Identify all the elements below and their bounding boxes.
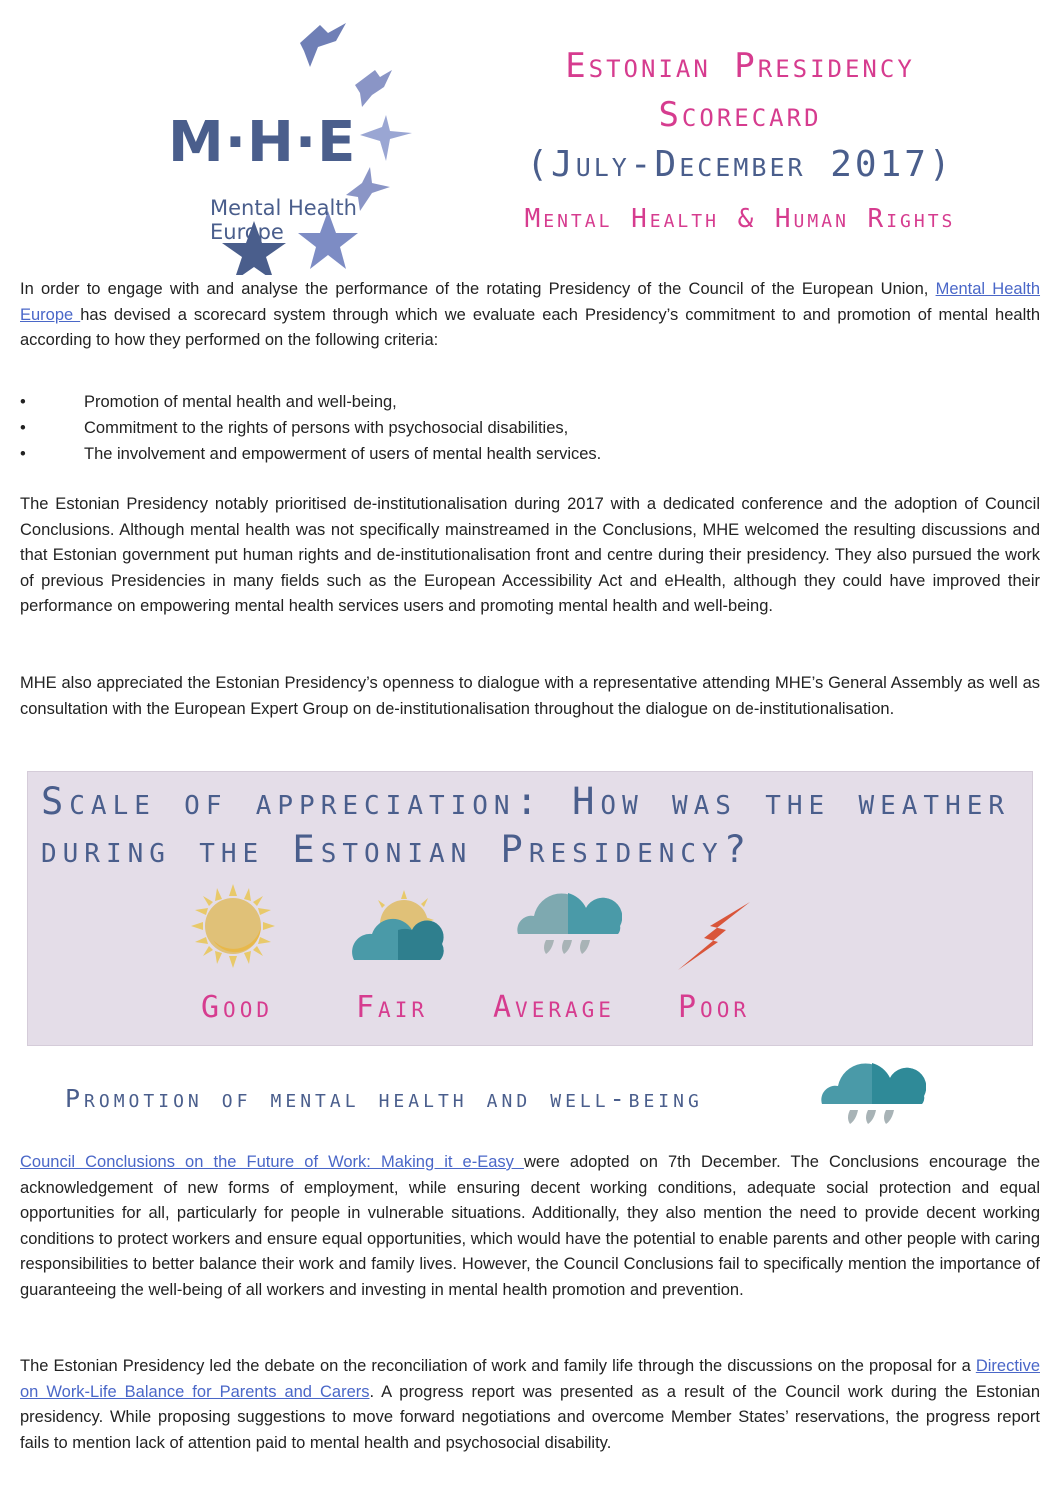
title-line-3: (July-December 2017) <box>526 144 954 185</box>
work-life-text-2: . A progress report was presented as a result of the Council work during the Estonian presidency. While proposing suggestions to move forward negotiations and overcome Member States’ reservations, the progress report fails to mention lack of attention paid to mental health and psychosocial disability. <box>20 1382 1040 1452</box>
page-subtitle: Mental Health & Human Rights <box>524 204 956 234</box>
bullet-icon: • <box>20 393 26 411</box>
page-title <box>430 42 1050 244</box>
scale-label-average: Average <box>493 990 615 1025</box>
scale-title: Scale of appreciation: How was the weather during the Estonian Presidency? <box>41 780 1011 871</box>
list-item: • The involvement and empowerment of users of mental health services. <box>20 441 1040 467</box>
title-line-1: Estonian Presidency <box>565 46 915 86</box>
future-of-work-paragraph <box>20 1150 1040 1303</box>
list-item: • Promotion of mental health and well-being, <box>20 389 1040 415</box>
section-heading-promotion: Promotion of mental health and well-being <box>65 1084 703 1113</box>
work-life-balance-paragraph <box>20 1354 1040 1456</box>
intro-paragraph <box>20 277 1040 354</box>
council-conclusions-link[interactable]: Council Conclusions on the Future of Work: Making it e-Easy <box>20 1153 524 1171</box>
scale-label-fair: Fair <box>356 990 428 1025</box>
logo-wordmark: M·H·E <box>168 110 357 175</box>
scale-label-poor: Poor <box>678 990 750 1025</box>
criteria-list <box>20 389 1040 467</box>
title-line-2: Scorecard <box>658 95 822 135</box>
dialogue-paragraph: MHE also appreciated the Estonian Presidency’s openness to dialogue with a representative attending MHE’s General Assembly as well as consultation with the European Expert Group on de-institutionalisation throughout the dialogue on de-institutionalisation. <box>20 674 1040 718</box>
future-of-work-text: were adopted on 7th December. The Conclusions encourage the acknowledgement of new forms of employment, while ensuring decent working conditions, adequate social protection and equal opportunities for all, particularly for people in vulnerable situations. Additionally, they also mention the need to provide decent working conditions to protect workers and ensure equal opportunities, which would have the potential to enable parents and other people with caring responsibilities to better balance their work and family lives. However, the Council Conclusions fail to specifically mention the importance of guaranteeing the well-being of all workers and investing in mental health promotion and prevention. <box>20 1153 1041 1299</box>
work-life-balance-directive-link[interactable]: Directive on Work-Life Balance for Parents and Carers <box>20 1357 1040 1401</box>
logo-subtitle: Mental Health Europe <box>210 196 357 244</box>
lightning-icon <box>676 900 752 972</box>
sun-cloud-icon <box>352 890 444 966</box>
rain-cloud-icon <box>516 890 622 956</box>
rain-cloud-icon <box>820 1060 926 1126</box>
list-item: • Commitment to the rights of persons with psychosocial disabilities, <box>20 415 1040 441</box>
intro-text-2: has devised a scorecard system through which we evaluate each Presidency’s commitment to and promotion of mental health according to how they performed on the following criteria: <box>20 305 1040 349</box>
mhe-logo <box>150 15 430 275</box>
scale-label-good: Good <box>201 990 273 1025</box>
sun-icon <box>191 884 275 968</box>
summary-paragraph: The Estonian Presidency notably prioritised de-institutionalisation during 2017 with a dedicated conference and the adoption of Council Conclusions. Although mental health was not specifically mainstreamed in the Conclusions, MHE welcomed the resulting discussions and that Estonian government put human rights and de-institutionalisation front and centre during their presidency. They also pursued the work of previous Presidencies in many fields such as the European Accessibility Act and eHealth, although they could have improved their performance on empowering mental health services users and promoting mental health and well-being. <box>20 495 1040 615</box>
bullet-icon: • <box>20 445 26 463</box>
bullet-icon: • <box>20 419 26 437</box>
intro-text-1: In order to engage with and analyse the performance of the rotating Presidency of the Council of the European Union, <box>20 280 936 298</box>
scale-of-appreciation-panel <box>27 771 1033 1046</box>
work-life-text-1: The Estonian Presidency led the debate on the reconciliation of work and family life through the discussions on the proposal for a <box>20 1357 976 1375</box>
mental-health-europe-link[interactable]: Mental Health Europe <box>20 280 1041 324</box>
